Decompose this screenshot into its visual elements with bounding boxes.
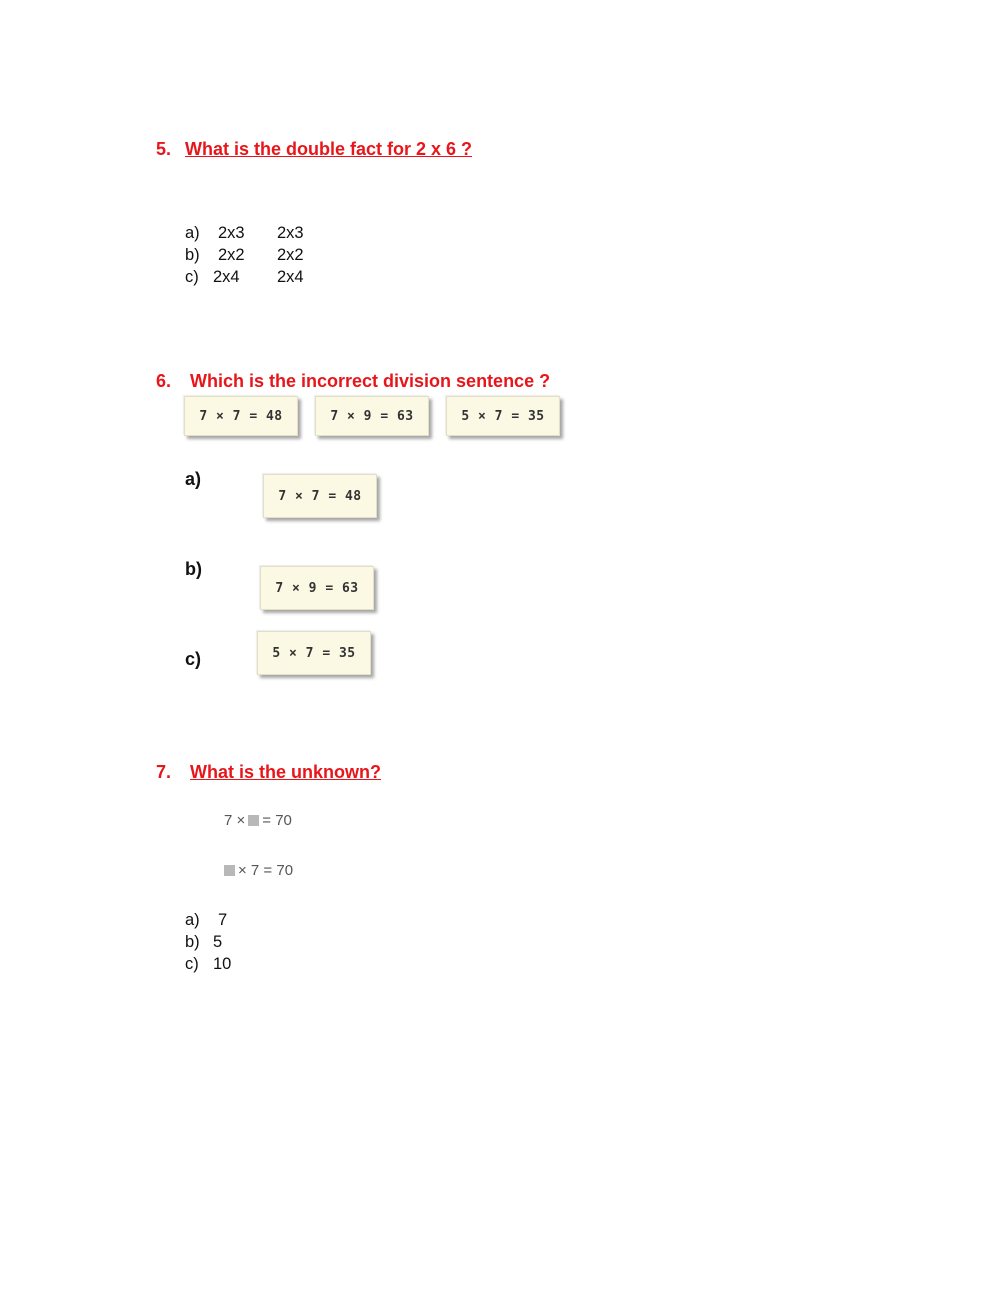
q7-eq1-right: = 70 xyxy=(262,812,292,829)
unknown-box-icon xyxy=(248,815,259,826)
q5-number: 5. xyxy=(156,139,172,159)
q5-option-c-left: 2x4 xyxy=(213,268,240,286)
q5-option-b-left: 2x2 xyxy=(218,246,245,264)
q7-option-b-value: 5 xyxy=(213,933,223,951)
q6-option-c-card[interactable]: 5 × 7 = 35 xyxy=(257,631,371,675)
q6-option-b-card[interactable]: 7 × 9 = 63 xyxy=(260,566,374,610)
q5-option-b-letter: b) xyxy=(185,246,200,264)
q7-option-c-letter: c) xyxy=(185,955,199,973)
q5-question: What is the double fact for 2 x 6 ? xyxy=(185,139,473,159)
unknown-box-icon xyxy=(224,865,235,876)
q7-equation-2 xyxy=(224,862,293,879)
q7-eq1-left: 7 × xyxy=(224,812,246,829)
q7-option-a-letter: a) xyxy=(185,911,200,929)
q7-options xyxy=(185,909,385,975)
q6-question: Which is the incorrect division sentence ? xyxy=(190,371,551,391)
q5-option-c-right: 2x4 xyxy=(277,268,304,286)
q6-card-2: 7 × 9 = 63 xyxy=(315,396,429,436)
q5-option-b-right: 2x2 xyxy=(277,246,304,264)
q7-eq2-right: × 7 = 70 xyxy=(238,862,294,879)
q6-card-1: 7 × 7 = 48 xyxy=(184,396,298,436)
q7-option-b-letter: b) xyxy=(185,933,200,951)
q5-option-a-right: 2x3 xyxy=(277,224,304,242)
q7-number: 7. xyxy=(156,762,172,782)
q7-option-c-value: 10 xyxy=(213,955,232,973)
q6-option-a-card[interactable]: 7 × 7 = 48 xyxy=(263,474,377,518)
q5-option-a-letter: a) xyxy=(185,224,200,242)
q6-option-a-letter: a) xyxy=(185,469,202,489)
q6-option-c-letter: c) xyxy=(185,649,202,669)
q7-option-a-value: 7 xyxy=(218,911,228,929)
q6-option-b-letter: b) xyxy=(185,559,202,579)
q5-option-a-left: 2x3 xyxy=(218,224,245,242)
q5-options xyxy=(185,222,385,288)
q5-option-c-letter: c) xyxy=(185,268,199,286)
q7-question: What is the unknown? xyxy=(190,762,381,782)
q6-card-3: 5 × 7 = 35 xyxy=(446,396,560,436)
q7-equation-1 xyxy=(224,812,292,829)
q6-number: 6. xyxy=(156,371,172,391)
